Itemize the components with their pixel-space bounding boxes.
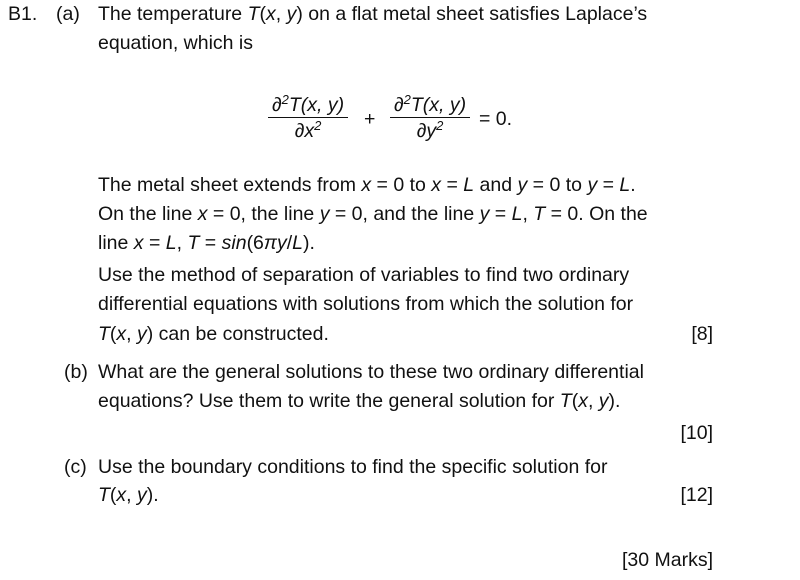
text-segment: ,	[522, 203, 534, 225]
text-line	[98, 389, 620, 413]
text-segment: = 0. On the	[545, 203, 648, 225]
text-segment: L	[619, 174, 631, 196]
text-segment: y	[286, 3, 297, 25]
text-segment: The metal sheet extends from	[98, 174, 362, 196]
text-segment: Use the boundary conditions to find the specific solution for	[98, 456, 608, 478]
text-segment: πy	[263, 232, 287, 254]
marks-c: [12]	[680, 484, 713, 506]
text-segment: ,	[126, 484, 138, 506]
text-segment: =	[441, 174, 464, 196]
text-segment: x	[431, 174, 442, 196]
fraction-d2t-dy2	[390, 93, 470, 144]
text-segment: (	[259, 3, 266, 25]
text-segment: T	[187, 232, 200, 254]
text-segment: L	[292, 232, 304, 254]
text-segment: =	[597, 174, 620, 196]
text-segment: .	[630, 174, 636, 196]
text-segment: L	[511, 203, 523, 225]
text-line	[98, 292, 633, 316]
text-segment: equation, which is	[98, 32, 254, 54]
text-segment: (	[571, 390, 579, 412]
text-segment: L	[463, 174, 475, 196]
equals-zero: = 0.	[479, 108, 513, 130]
text-segment: What are the general solutions to these two ordinary differential	[98, 361, 644, 383]
text-segment: /	[286, 232, 293, 254]
text-line	[98, 322, 329, 346]
text-segment: T	[98, 484, 110, 506]
denominator: $\partial x^2$	[294, 118, 322, 142]
text-segment: =	[489, 203, 512, 225]
text-line	[98, 263, 629, 287]
text-segment: x	[116, 323, 127, 345]
text-segment: ).	[608, 390, 621, 412]
text-segment: = 0, the line	[207, 203, 320, 225]
text-segment: line	[98, 232, 134, 254]
text-line	[98, 231, 315, 255]
question-number: B1.	[8, 3, 38, 25]
text-segment: (	[109, 484, 117, 506]
text-segment: (6	[246, 232, 264, 254]
text-segment: y	[587, 174, 598, 196]
part-a-label: (a)	[56, 3, 80, 25]
denominator: $\partial y^2$	[416, 118, 444, 142]
text-line	[98, 483, 159, 507]
text-segment: = 0, and the line	[329, 203, 480, 225]
marks-b: [10]	[680, 422, 713, 444]
text-segment: T	[247, 3, 260, 25]
text-segment: ,	[275, 3, 287, 25]
text-segment: ).	[146, 484, 159, 506]
text-segment: y	[137, 484, 147, 506]
text-line	[98, 173, 636, 197]
text-segment: x	[578, 390, 588, 412]
text-segment: y	[517, 174, 528, 196]
text-segment: ,	[126, 323, 138, 345]
text-segment: x	[361, 174, 372, 196]
marks-a: [8]	[691, 323, 713, 345]
text-segment: T	[98, 323, 110, 345]
text-segment: ) can be constructed.	[146, 323, 329, 345]
text-segment: y	[137, 323, 147, 345]
text-segment: T	[559, 390, 572, 412]
text-segment: y	[319, 203, 330, 225]
numerator: ∂$^2$T(x, y)	[390, 93, 470, 118]
text-segment: T	[533, 203, 546, 225]
text-segment: and	[474, 174, 518, 196]
text-segment: ) on a flat metal sheet satisfies Laplace’s	[296, 3, 648, 25]
text-segment: x	[133, 232, 144, 254]
text-segment: equations? Use them to write the general solution for	[98, 390, 560, 412]
text-segment: y	[479, 203, 490, 225]
marks-total: [30 Marks]	[621, 549, 713, 571]
text-line	[98, 202, 648, 226]
text-segment: ,	[587, 390, 599, 412]
text-segment: =	[143, 232, 166, 254]
text-segment: =	[199, 232, 222, 254]
text-segment: = 0 to	[527, 174, 588, 196]
text-segment: Use the method of separation of variables to find two ordinary	[98, 264, 630, 286]
numerator: ∂$^2$T(x, y)	[268, 93, 348, 118]
text-line	[98, 31, 253, 55]
text-line	[98, 455, 607, 479]
text-segment: differential equations with solutions from which the solution for	[98, 293, 634, 315]
text-segment: (	[109, 323, 117, 345]
text-segment: x	[197, 203, 208, 225]
text-segment: y	[598, 390, 609, 412]
text-segment: L	[165, 232, 177, 254]
text-segment: x	[266, 3, 276, 25]
text-segment: = 0 to	[371, 174, 432, 196]
plus-sign: +	[364, 108, 376, 130]
text-line	[98, 2, 647, 26]
text-segment: x	[116, 484, 127, 506]
text-segment: On the line	[98, 203, 198, 225]
text-segment: ).	[303, 232, 315, 254]
fraction-d2t-dx2	[268, 93, 348, 144]
text-segment: sin	[221, 232, 247, 254]
part-c-label: (c)	[64, 456, 87, 478]
text-segment: ,	[176, 232, 188, 254]
text-line	[98, 360, 644, 384]
part-b-label: (b)	[64, 361, 88, 383]
text-segment: The temperature	[98, 3, 248, 25]
